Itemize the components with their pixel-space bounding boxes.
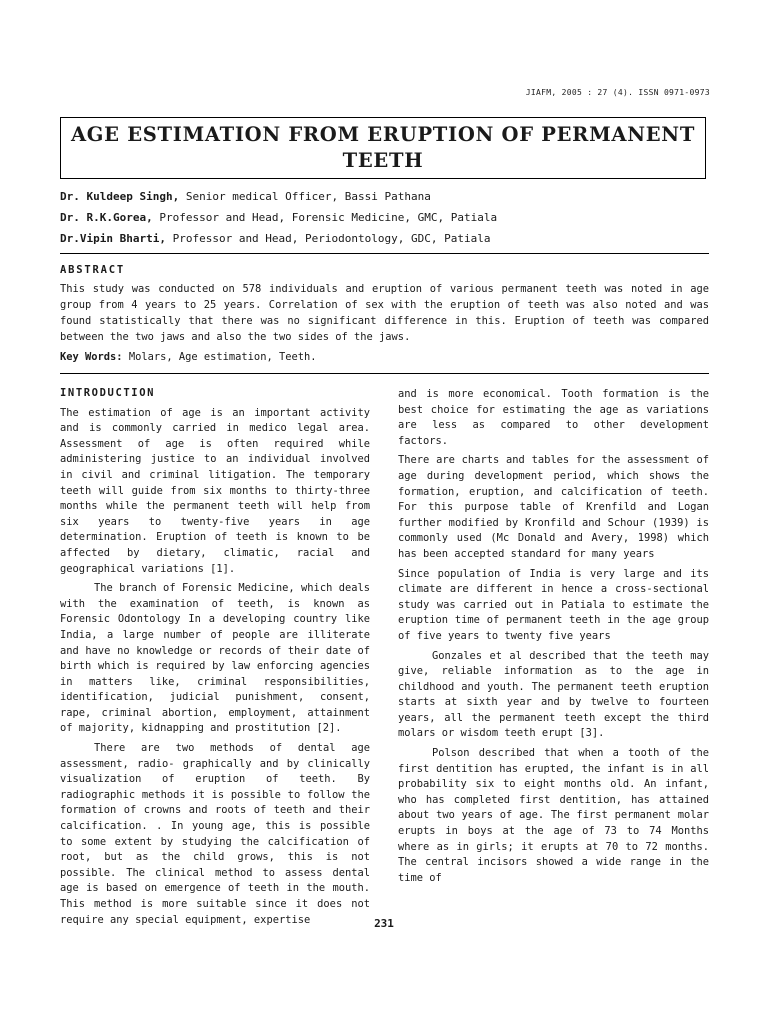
author-affiliation: Senior medical Officer, Bassi Pathana	[179, 190, 431, 203]
abstract-text: This study was conducted on 578 individuals and eruption of various permanent teeth was noted in age group from 4 years to 25 years. Correlation of sex with the eruption of teeth was also noted and was found statistically that there was no significant difference in this. Eruption of teeth was compared between the two jaws and also the two sides of the jaws.	[60, 283, 709, 343]
author-affiliation: Professor and Head, Periodontology, GDC, Patiala	[165, 232, 491, 245]
body-paragraph: There are charts and tables for the assessment of age during development period, which shows the formation, eruption, and calcification of teeth. For this purpose table of Krenfild and Logan further modified by Kronfild and Schour (1939) is commonly used (Mc Donald and Avery, 1998) which has been accepted standard for many years	[398, 454, 709, 560]
author-line	[60, 186, 720, 207]
author-name: Dr. Kuldeep Singh,	[60, 190, 180, 203]
body-paragraph: Since population of India is very large and its climate are different in hence a cross-sectional study was carried out in Patiala to estimate the eruption time of permanent teeth in the age group of five years to twenty five years	[398, 567, 709, 642]
divider	[60, 373, 709, 374]
page-number: 231	[374, 917, 394, 930]
abstract-heading: ABSTRACT	[60, 264, 125, 276]
body-paragraph: Gonzales et al described that the teeth may give, reliable information as to the age in childhood and youth. The permanent teeth eruption starts at sixth year and by twelve to fourteen years, all the permanent teeth except the third molars or wisdom teeth erupt [3].	[398, 649, 709, 740]
divider	[60, 253, 709, 254]
author-line	[60, 207, 720, 228]
section-heading-introduction: INTRODUCTION	[60, 387, 156, 399]
journal-reference: JIAFM, 2005 : 27 (4). ISSN 0971-0973	[525, 88, 710, 97]
author-line	[60, 228, 720, 249]
left-column	[60, 386, 370, 932]
body-paragraph: The branch of Forensic Medicine, which deals with the examination of teeth, is known as Forensic Odontology In a developing country like India, a large number of people are illiterate and have no knowledge or records of their date of birth which is required by law enforcing agencies in matters like, criminal responsibilities, identification, judicial punishment, consent, rape, criminal abortion, employment, attainment of majority, kidnapping and prostitution [2].	[60, 582, 370, 735]
body-paragraph: There are two methods of dental age assessment, radio- graphically and by clinically visualization of eruption of teeth. By radiographic methods it is possible to follow the formation of crowns and roots of teeth and their calcification. . In young age, this is possible to some extent by studying the calcification of root, but as the child grows, this is not possible. The clinical method to assess dental age is based on emergence of teeth in the mouth. This method is more suitable since it does not require any special equipment, expertise	[60, 742, 370, 926]
body-paragraph: The estimation of age is an important activity and is commonly carried in medico legal area. Assessment of age is often required while administering justice to an individual involved in civil and criminal litigation. The temporary teeth will guide from six months to thirty-three months while the permanent teeth will help from six years to twenty-five years in age determination. Eruption of teeth is known to be affected by dietary, climatic, racial and geographical variations [1].	[60, 406, 370, 575]
right-column	[398, 387, 709, 890]
author-name: Dr. R.K.Gorea,	[60, 211, 153, 224]
author-name: Dr.Vipin Bharti,	[60, 232, 166, 245]
author-list	[60, 186, 720, 249]
title-box	[60, 117, 706, 179]
keywords-line	[60, 349, 317, 365]
paper-title: AGE ESTIMATION FROM ERUPTION OF PERMANENT TEETH	[70, 123, 696, 172]
keywords-text: Molars, Age estimation, Teeth.	[122, 351, 317, 363]
keywords-label: Key Words:	[60, 351, 123, 363]
body-paragraph: Polson described that when a tooth of the first dentition has erupted, the infant is in all probability six to eight months old. An infant, who has completed first dentition, has attained about two years of age. The first permanent molar erupts in boys at the age of 73 to 74 Months where as in girls; it erupts at 70 to 72 months. The central incisors showed a wide range in the time of	[398, 747, 709, 884]
body-paragraph: and is more economical. Tooth formation is the best choice for estimating the age as variations are less as compared to other development factors.	[398, 388, 709, 447]
author-affiliation: Professor and Head, Forensic Medicine, GMC, Patiala	[152, 211, 498, 224]
